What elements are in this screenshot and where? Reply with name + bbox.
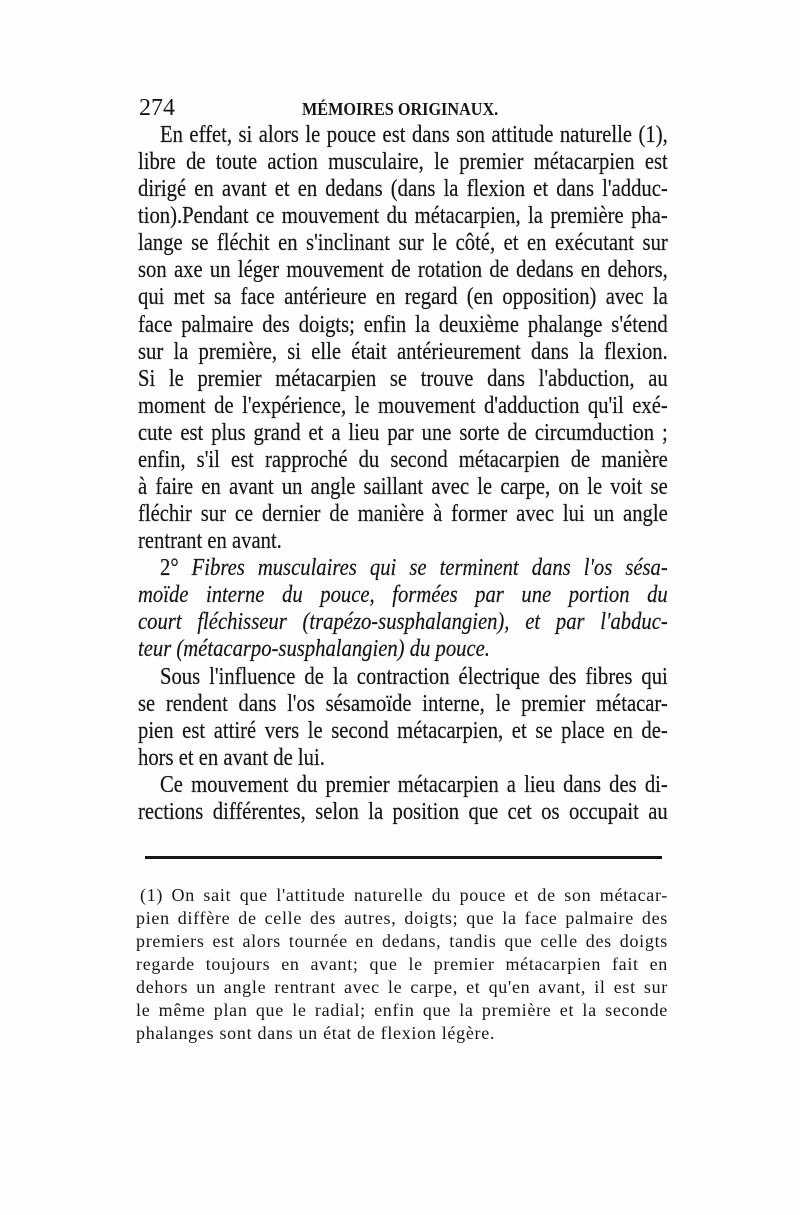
body-line: face palmaire des doigts; enfin la deuxième phalange s'étend <box>138 311 668 338</box>
body-line: Ce mouvement du premier métacarpien a lieu dans des di- <box>160 771 668 798</box>
body-line: En effet, si alors le pouce est dans son attitude naturelle (1), <box>160 122 668 148</box>
body-line: à faire en avant un angle saillant avec le carpe, on le voit se <box>138 474 668 501</box>
body-line: libre de toute action musculaire, le premier métacarpien est <box>138 149 668 176</box>
page-number: 274 <box>139 95 175 121</box>
footnote-line: premiers est alors tournée en dedans, tandis que celle des doigts <box>136 930 668 951</box>
main-text <box>138 122 668 827</box>
body-line: Sous l'influence de la contraction électrique des fibres qui <box>160 663 668 690</box>
section-heading-line <box>138 555 668 582</box>
running-title: MÉMOIRES ORIGINAUX. <box>302 99 499 119</box>
body-line: cute est plus grand et a lieu par une sorte de circumduction ; <box>138 419 668 446</box>
body-line: moment de l'expérience, le mouvement d'adduction qu'il exé- <box>138 392 668 419</box>
body-line: Si le premier métacarpien se trouve dans l'abduction, au <box>138 365 668 392</box>
body-line: se rendent dans l'os sésamoïde interne, le premier métacar- <box>138 690 668 717</box>
footnote-line: le même plan que le radial; enfin que la première et la seconde <box>136 999 668 1020</box>
footnote-line: regarde toujours en avant; que le premier métacarpien fait en <box>136 953 668 974</box>
body-line: rections différentes, selon la position que cet os occupait au <box>138 798 668 825</box>
body-line: hors et en avant de lui. <box>138 744 325 771</box>
body-line: tion).Pendant ce mouvement du métacarpien, la première pha- <box>138 203 668 230</box>
body-line: son axe un léger mouvement de rotation de dedans en dehors, <box>138 257 668 284</box>
body-line: pien est attiré vers le second métacarpien, et se place en de- <box>138 717 668 744</box>
section-heading-line: moïde interne du pouce, formées par une portion du <box>138 582 668 609</box>
footnote-separator <box>145 856 662 859</box>
body-line: fléchir sur ce dernier de manière à former avec lui un angle <box>138 501 668 528</box>
body-line: enfin, s'il est rapproché du second métacarpien de manière <box>138 446 668 473</box>
footnote-line: (1) On sait que l'attitude naturelle du pouce et de son métacar- <box>140 884 668 905</box>
section-number: 2° <box>160 555 179 582</box>
section-heading-line: court fléchisseur (trapézo-susphalangien), et par l'abduc- <box>138 609 668 636</box>
body-line: lange se fléchit en s'inclinant sur le côté, et en exécutant sur <box>138 230 668 257</box>
body-line: sur la première, si elle était antérieurement dans la flexion. <box>138 338 668 365</box>
body-line: qui met sa face antérieure en regard (en opposition) avec la <box>138 284 668 311</box>
footnote-line: phalanges sont dans un état de flexion légère. <box>136 1023 496 1044</box>
footnote-line: pien diffère de celle des autres, doigts; que la face palmaire des <box>136 907 668 928</box>
section-heading-text: Fibres musculaires qui se terminent dans l'os sésa- <box>191 555 668 582</box>
section-heading-line: teur (métacarpo-susphalangien) du pouce. <box>138 636 490 663</box>
footnote-line: dehors un angle rentrant avec le carpe, et qu'en avant, il est sur <box>136 976 668 997</box>
body-line: dirigé en avant et en dedans (dans la flexion et dans l'adduc- <box>138 176 668 203</box>
body-line: rentrant en avant. <box>138 528 282 555</box>
footnote <box>136 884 668 1046</box>
